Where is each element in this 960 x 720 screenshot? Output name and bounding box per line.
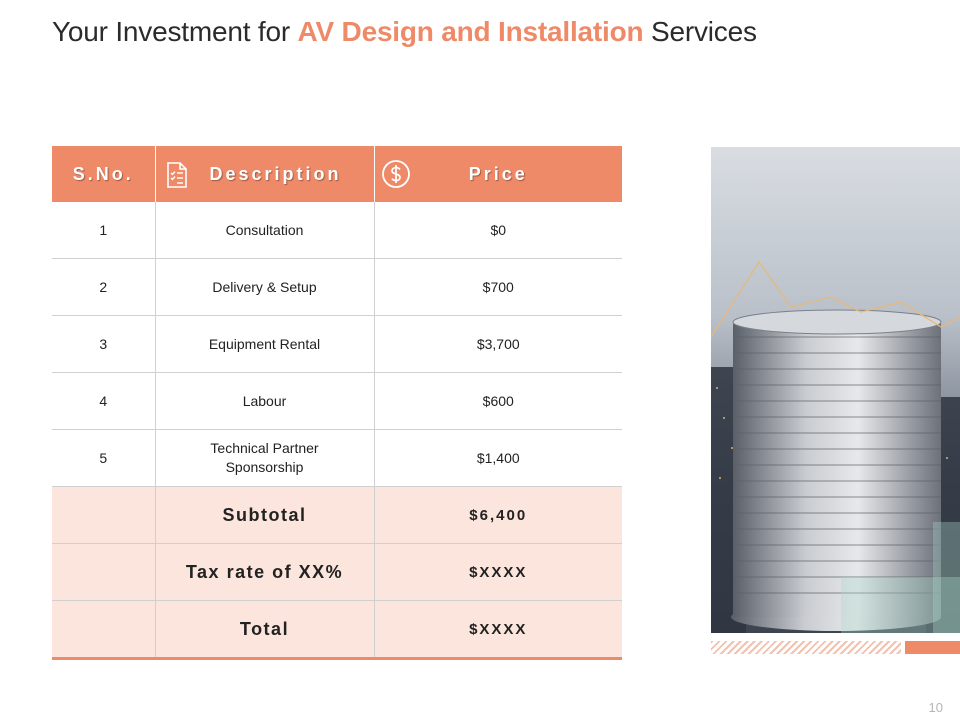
- table-row: [52, 430, 622, 487]
- subtotal-row: [52, 487, 622, 544]
- header-price-label: Price: [468, 163, 528, 184]
- row-number: 2: [52, 259, 155, 316]
- header-sno-label: S.No.: [72, 163, 134, 184]
- row-price: $0: [374, 202, 622, 259]
- table-header-row: [52, 146, 622, 202]
- coin-stack-photo: [711, 147, 960, 633]
- total-label: Total: [155, 601, 374, 659]
- tax-label: Tax rate of XX%: [155, 544, 374, 601]
- row-number: 1: [52, 202, 155, 259]
- table-row: [52, 373, 622, 430]
- document-checklist-icon: [162, 160, 192, 190]
- tax-value: $XXXX: [374, 544, 622, 601]
- decorative-accent-bar: [905, 641, 960, 654]
- row-description: Equipment Rental: [155, 316, 374, 373]
- summary-blank-cell: [52, 544, 155, 601]
- tax-row: [52, 544, 622, 601]
- title-accent: AV Design and Installation: [297, 16, 644, 47]
- row-price: $1,400: [374, 430, 622, 487]
- decorative-stripes: [711, 641, 901, 654]
- pricing-table: [52, 146, 622, 660]
- row-price: $700: [374, 259, 622, 316]
- table-row: [52, 202, 622, 259]
- row-price: $3,700: [374, 316, 622, 373]
- subtotal-value: $6,400: [374, 487, 622, 544]
- dollar-circle-icon: [381, 159, 411, 189]
- title-prefix: Your Investment for: [52, 16, 298, 47]
- table-row: [52, 259, 622, 316]
- summary-blank-cell: [52, 601, 155, 659]
- title-suffix: Services: [643, 16, 757, 47]
- header-price: [374, 146, 622, 202]
- header-sno: [52, 146, 155, 202]
- row-description: Consultation: [155, 202, 374, 259]
- summary-blank-cell: [52, 487, 155, 544]
- total-value: $XXXX: [374, 601, 622, 659]
- row-number: 5: [52, 430, 155, 487]
- subtotal-label: Subtotal: [155, 487, 374, 544]
- header-description: [155, 146, 374, 202]
- row-description: Technical Partner Sponsorship: [155, 430, 374, 487]
- table-row: [52, 316, 622, 373]
- row-description: Labour: [155, 373, 374, 430]
- page-number: 10: [928, 700, 943, 715]
- row-number: 4: [52, 373, 155, 430]
- slide-title: [52, 16, 757, 48]
- row-description: Delivery & Setup: [155, 259, 374, 316]
- row-price: $600: [374, 373, 622, 430]
- header-description-label: Description: [209, 163, 342, 184]
- row-number: 3: [52, 316, 155, 373]
- total-row: [52, 601, 622, 659]
